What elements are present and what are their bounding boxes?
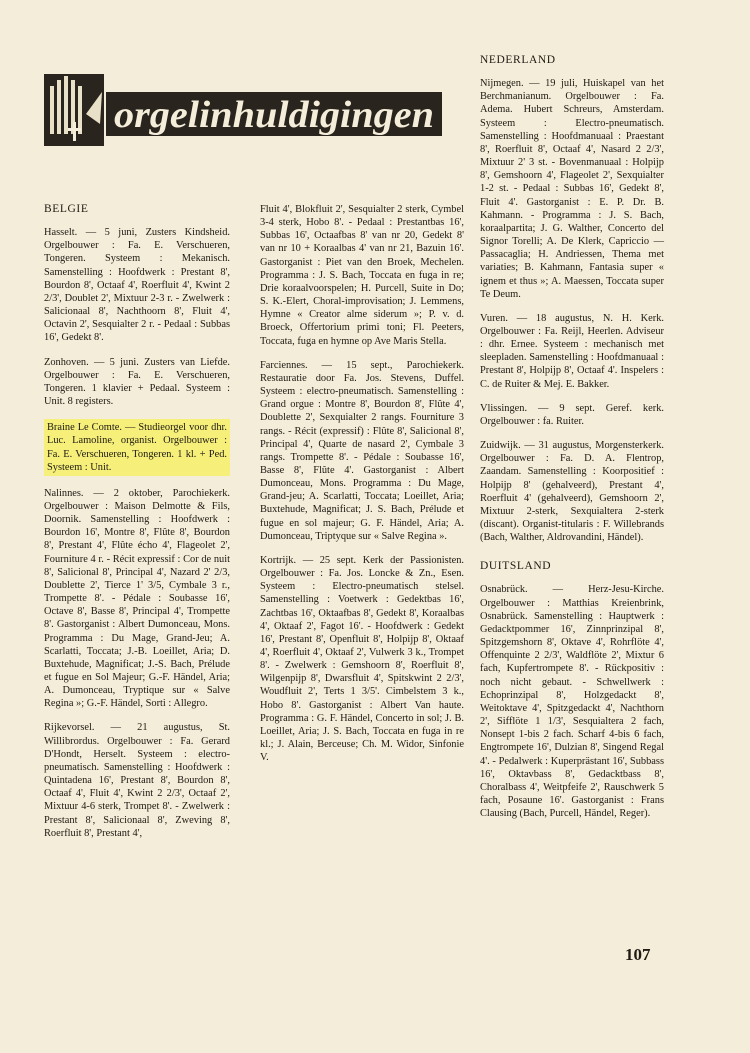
entry-nalinnes: Nalinnes. — 2 oktober, Parochiekerk. Orgelbouwer : Maison Delmotte & Fils, Doornik. Samenstelling : Hoofdwerk : Bourdon 16', Montre 8', Flûte 8', Bourdon 8', Prestant 4', Flûte écho 4', Flageolet 2', Fourniture 4 r. - Récit expressif : Cor de nuit 8', Salicional 8', Principal 4', Nazard 2' 2/3, Doublette 2', Tierce 1' 3/5, Cymbale 3 r., Trompette 8'. - Pédale : Soubasse 16', Octave 8', Basse 8', Principal 4', Trompette 8'. Gastorganist : Albert Dumonceau, Mons. Programma : Du Mage, Grand-Jeu; A. Scarlatti, Toccata; J.-B. Loeillet, Aria; D. Buxtehude, Magnificat; J.-S. Bach, Prélude et fugue en Sol Majeur; G.-F. Händel, Aria; A. Dumonceau, Tryptique sur « Salve Regina »; G.-F. Händel, Sorti : Allegro. bbox=[44, 487, 230, 710]
header-banner bbox=[44, 64, 444, 152]
column-left bbox=[44, 203, 230, 851]
entry-kortrijk: Kortrijk. — 25 sept. Kerk der Passionisten. Orgelbouwer : Fa. Jos. Loncke & Zn., Esen. Systeem : Electro-pneumatisch stelsel. Samenstelling : Voetwerk : Gedektbas 16', Zachtbas 16', Oktaafbas 8', Gedekt 8', Koraalbas 4', Oktaaf 2', Fagot 16'. - Hoofdwerk : Gedekt 16', Prestant 8', Openfluit 8', Holpijp 8', Oktaaf 4', Roerfluit 4', Oktaaf 2', Vulwerk 3 k., Trompet 8'. - Zwelwerk : Gemshoorn 8', Roerfluit 8', Wilgenpijp 8', Dwarsfluit 4', Spitskwint 2 2/3', Woudfluit 2', Terts 1 3/5'. Cimbelstem 3 k., Hobo 8'. Gastorganist : Albert Van haute. Programma : G. F. Händel, Concerto in sol; J. B. Loeillet, Aria; J. S. Bach, Toccata en fuga in re kl.; J. Alain, Berceuse; Ch. M. Widor, Sinfonie V. bbox=[260, 554, 464, 764]
entry-osnabruck: Osnabrück. — Herz-Jesu-Kirche. Orgelbouwer : Matthias Kreienbrink, Osnabrück. Samenstelling : Hauptwerk : Gedacktpommer 16', Zinnprinzipal 8', Spitzgemshorn 8', Oktave 4', Rohrflöte 4', Offenquinte 2 2/3', Waldflöte 2', Mixtur 6 fach, Kupfertrompete 8'. - Rückpositiv : noch nicht gebaut. - Schwellwerk : Echoprinzipal 8', Holzgedackt 8', Weitoktave 4', Spitzgedackt 4', Nachthorn 2', Sifflöte 1 1/3', Sesquialtera 2 fach, Nonsept 1-bis 2 fach. Scharf 4-bis 6 fach, Engtrompete 16', Dulzian 8', Singend Regal 4'. - Pedalwerk : Kuperprästant 16', Subbass 16', Oktavbass 8', Gedacktbass 8', Choralbass 4', Weitpfeife 2', Rauschwerk 5 fach, Posaune 16'. Gastorganist : Frans Clausing (Bach, Purcell, Händel, Reger). bbox=[480, 584, 664, 820]
entry-farciennes: Farciennes. — 15 sept., Parochiekerk. Restauratie door Fa. Jos. Stevens, Duffel. Systeem : electro-pneumatisch. Samenstelling : Grand orgue : Montre 8', Bourdon 8', Flûte 4', Doublette 2', Sexquialter 2 rangs. Fourniture 3 rangs. - Récit (expressif) : Flûte 8', Salicional 8', Principal 4', Quarte de nasard 2', Cymbale 3 rangs. Trompette 8'. - Pédale : Soubasse 16', Basse 8', Flûte 4'. Gastorganist : Albert Dumonceau, Mons. Programma : Du Mage, Grand-jeu; A. Scarlatti, Toccata; Loeillet, Aria; Buxtehude, Magnificat; J. S. Bach, Prélude et fugue en sol majeur; G. F. Händel, Aria; A. Dumonceau, Triptyque sur « Salve Regina ». bbox=[260, 359, 464, 542]
entry-zonhoven: Zonhoven. — 5 juni. Zusters van Liefde. Orgelbouwer : Fa. E. Verschueren, Tongeren. 1 klavier + Pedaal. Systeem : Unit. 8 registers. bbox=[44, 356, 230, 408]
header-title: orgelinhuldigingen bbox=[114, 94, 434, 136]
page-number: 107 bbox=[625, 945, 651, 964]
column-middle bbox=[260, 203, 464, 775]
entry-nijmegen: Nijmegen. — 19 juli, Huiskapel van het Berchmanianum. Orgelbouwer : Fa. Adema. Hubert Schreurs, Amsterdam. Systeem : Electro-pneumatisch. Samenstelling : Hoofdmanuaal : Praestant 8', Roerfluit 8', Octaaf 4', Nasard 2 2/3', Mixtuur 2' 3 st. - Bovenmanuaal : Holpijp 8', Gemshoorn 4', Flageolet 2', Sexquialter 1-2 st. - Pedaal : Subbas 16', Gedekt 8', Fluit 4'. Gastorganist : E. P. Dr. B. Kahmann. - Programma : J. S. Bach, koraalpartita; J. G. Walther, Concerto del Signor Torelli; A. De Klerk, Capriccio — Passacaglia; H. Andriessen, Thema met variaties; B. Kahmann, Fantasia super « ignem et thus »; A. Maessen, Toccata super Te Deum. bbox=[480, 78, 664, 300]
column-right bbox=[480, 54, 664, 831]
entry-hasselt: Hasselt. — 5 juni, Zusters Kindsheid. Orgelbouwer : Fa. E. Verschueren, Tongeren. Systeem : Mekanisch. Samenstelling : Hoofdwerk : Prestant 8', Bourdon 8', Octaaf 4', Roerfluit 4', Kwint 2 2/3', Doublet 2', Mixtuur 2-3 r. - Zwelwerk : Salicionaal 8', Nachthoorn 8', Fluit 4', Octavin 2', Sesquialter 2 r. - Pedaal : Subbas 16', Gedekt 8'. bbox=[44, 227, 230, 344]
section-heading-belgie: BELGIE bbox=[44, 203, 89, 215]
entry-braine-le-comte-highlighted: Braine Le Comte. — Studieorgel voor dhr. Luc. Lamoline, organist. Orgelbouwer : Fa. E. Verschueren, Tongeren. 1 kl. + Ped. Systeem : Unit. bbox=[44, 419, 230, 476]
entry-vlissingen: Vlissingen. — 9 sept. Geref. kerk. Orgelbouwer : fa. Ruiter. bbox=[480, 402, 664, 427]
entry-rijkevorsel-continued: Fluit 4', Blokfluit 2', Sesquialter 2 sterk, Cymbel 3-4 sterk, Hobo 8'. - Pedaal : Prestantbas 16', Subbas 16', Octaafbas 8' van nr 20, Gedekt 8' van nr 10 + Koraalbas 4' van nr 21, Bazuin 16'. Gastorganist : Piet van den Broek, Mechelen. Programma : J. S. Bach, Toccata en fuga in re; Drie koraalvoorspelen; H. Purcell, Suite in Do; S. K.-Elert, Choral-improvisation; J. Lemmens, Hymne « Creator alme siderum »; P. v. d. Broeck, Offertorium primi toni; Fl. Peeters, Toccata, fuga en hymne op Ave Maris Stella. bbox=[260, 204, 464, 347]
section-heading-nederland: NEDERLAND bbox=[480, 54, 556, 66]
entry-rijkevorsel: Rijkevorsel. — 21 augustus, St. Willibrordus. Orgelbouwer : Fa. Gerard D'Hondt, Herselt. Systeem : electro-pneumatisch. Samenstelling : Hoofdwerk : Quintadena 16', Prestant 8', Bourdon 8', Octaaf 4', Fluit 4', Kwint 2 2/3', Octaaf 2', Mixtuur 4-6 sterk, Trompet 8'. - Zwelwerk : Prestant 8', Salicionaal 8', Zweving 8', Roerfluit 8', Prestant 4', bbox=[44, 722, 230, 839]
section-heading-duitsland: DUITSLAND bbox=[480, 560, 552, 573]
organ-pipes-ornament bbox=[44, 74, 104, 146]
entry-vuren: Vuren. — 18 augustus, N. H. Kerk. Orgelbouwer : Fa. Reijl, Heerlen. Adviseur : dhr. Ernee. Systeem : mechanisch met sleepladen. Samenstelling : Hoofdmanuaal : Prestant 8', Holpijp 8', Octaaf 4'. Inspelers : C. de Ruiter & Mej. E. Bakker. bbox=[480, 312, 664, 390]
entry-zuidwijk: Zuidwijk. — 31 augustus, Morgensterkerk. Orgelbouwer : Fa. D. A. Flentrop, Zaandam. Samenstelling : Koorpositief : Holpijp 8' (gehalveerd), Prestant 4', Roerfluit 4' (gehalveerd), Gemshoorn 2', Mixtuur 2-sterk, Sexquialtera 2-sterk (discant). Organist-titularis : F. Willebrands (Bach, Walther, Aldrovandini, Händel). bbox=[480, 440, 664, 544]
